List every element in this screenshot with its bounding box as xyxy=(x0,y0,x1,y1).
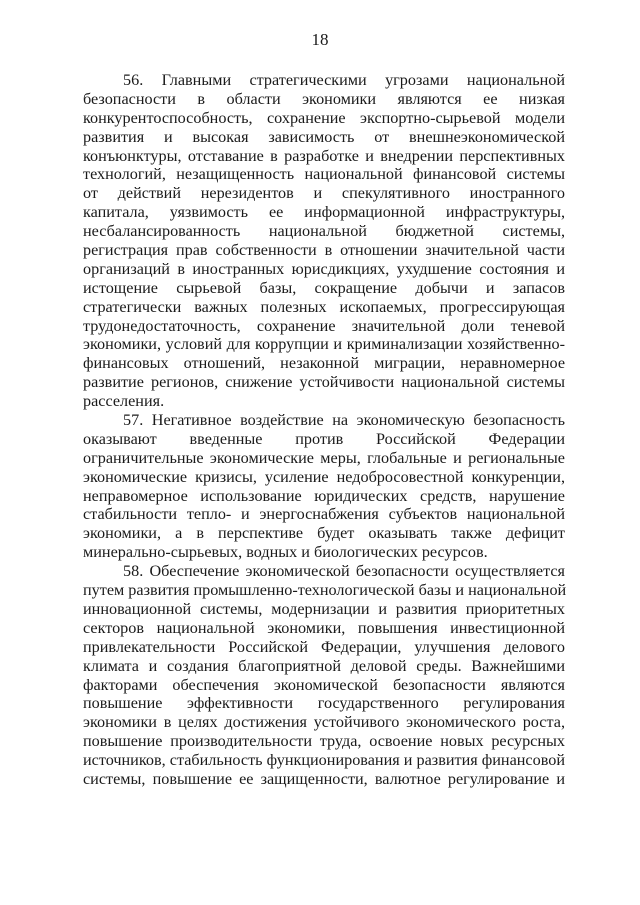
text-line: 56. Главными стратегическими угрозами национальной xyxy=(123,71,565,89)
text-line: конъюнктуры, отставание в разработке и внедрении перспективных xyxy=(83,146,565,165)
text-line: безопасности в области экономики являются ее низкая xyxy=(83,89,565,108)
text-line: финансовых отношений, незаконной миграции, неравномерное xyxy=(83,354,565,373)
text-line: конкурентоспособность, сохранение экспортно-сырьевой модели xyxy=(83,108,565,127)
text-line: оказывают введенные против Российской Федерации xyxy=(83,429,565,448)
document-body xyxy=(83,71,565,789)
text-line: климата и создания благоприятной деловой среды. Важнейшими xyxy=(83,656,565,675)
text-line: развития и высокая зависимость от внешнеэкономической xyxy=(83,127,565,146)
text-line: инновационной системы, модернизации и развития приоритетных xyxy=(83,599,565,618)
text-line: повышение эффективности государственного регулирования xyxy=(83,694,565,713)
text-line: регистрация прав собственности в отношении значительной части xyxy=(83,241,565,260)
text-line: минерально-сырьевых, водных и биологических ресурсов. xyxy=(83,543,488,562)
text-line: 57. Негативное воздействие на экономическую безопасность xyxy=(123,411,565,430)
text-line: технологий, незащищенность национальной финансовой системы xyxy=(83,165,565,184)
text-line: системы, повышение ее защищенности, валютное регулирование и xyxy=(83,769,565,788)
text-line: расселения. xyxy=(83,392,165,411)
page-number: 18 xyxy=(311,30,329,49)
text-line: экономики, условий для коррупции и криминализации хозяйственно- xyxy=(83,335,565,354)
paragraph-1 xyxy=(83,71,565,411)
text-line: экономические кризисы, усиление недобросовестной конкуренции, xyxy=(83,467,565,486)
paragraph-3 xyxy=(83,562,565,789)
text-line: неправомерное использование юридических средств, нарушение xyxy=(83,486,565,505)
text-line: 58. Обеспечение экономической безопасности осуществляется xyxy=(123,562,565,581)
text-line: истощение сырьевой базы, сокращение добычи и запасов xyxy=(83,278,565,297)
text-line: несбалансированность национальной бюджетной системы, xyxy=(83,222,565,241)
paragraph-2 xyxy=(83,411,565,562)
text-line: экономики, а в перспективе будет оказывать также дефицит xyxy=(83,524,565,543)
text-line: привлекательности Российской Федерации, улучшения делового xyxy=(83,637,565,656)
text-line: организаций в иностранных юрисдикциях, ухудшение состояния и xyxy=(83,259,565,278)
text-line: повышение производительности труда, освоение новых ресурсных xyxy=(83,732,565,751)
text-line: секторов национальной экономики, повышения инвестиционной xyxy=(83,618,565,637)
text-line: от действий нерезидентов и спекулятивного иностранного xyxy=(83,184,565,203)
text-line: стратегически важных полезных ископаемых, прогрессирующая xyxy=(83,297,565,316)
text-line: развитие регионов, снижение устойчивости национальной системы xyxy=(83,373,565,392)
text-line: стабильности тепло- и энергоснабжения субъектов национальной xyxy=(83,505,565,524)
text-line: путем развития промышленно-технологической базы и национальной xyxy=(83,581,567,600)
text-line: капитала, уязвимость ее информационной инфраструктуры, xyxy=(83,203,565,222)
text-line: источников, стабильность функционирования и развития финансовой xyxy=(83,751,565,770)
text-line: факторами обеспечения экономической безопасности являются xyxy=(83,675,565,694)
text-line: трудонедостаточность, сохранение значительной доли теневой xyxy=(83,316,565,335)
text-line: ограничительные экономические меры, глобальные и региональные xyxy=(83,448,565,467)
text-line: экономики в целях достижения устойчивого экономического роста, xyxy=(83,713,565,732)
